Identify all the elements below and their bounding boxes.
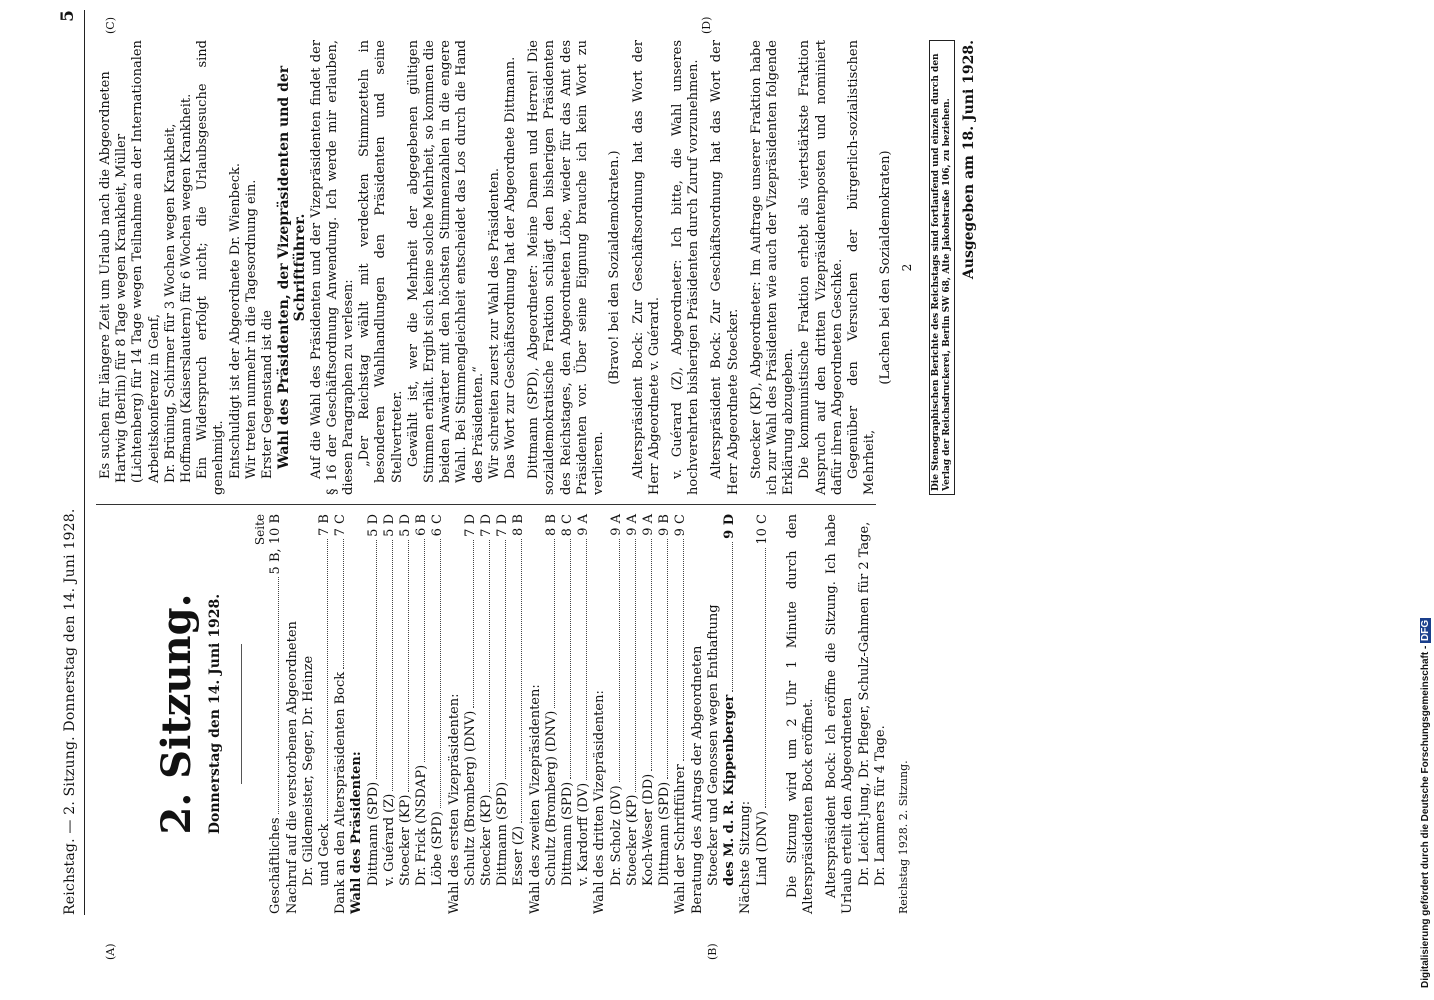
- toc-section-heading: Wahl des ersten Vizepräsidenten:: [446, 693, 462, 914]
- left-column: [95, 514, 912, 914]
- toc-row: Dittmann (SPD) 7 D: [495, 514, 511, 886]
- toc-row: Geschäftliches 5 B, 10 B: [268, 514, 284, 914]
- toc-row: v. Guérard (Z) 5 D: [381, 514, 397, 886]
- dfg-logo: DFG: [1420, 619, 1431, 641]
- speech-paragraph: Alterspräsident Bock: Zur Geschäftsordnung hat das Wort der Herr Abgeordnete Stoecker.: [709, 40, 741, 495]
- interjection: (Bravo! bei den Sozialdemokraten.): [607, 150, 623, 385]
- toc-row: Wahl der Schriftführer 9 C: [673, 514, 689, 914]
- toc-row: Schultz (Bromberg) (DNV) 7 D: [462, 514, 478, 886]
- paragraph: Wir treten nunmehr in die Tagesordnung ein.: [243, 179, 259, 479]
- toc-row: Dr. Frick (NSDAP) 6 B: [414, 514, 430, 886]
- toc-row: Dr. Scholz (DV) 9 A: [608, 514, 624, 886]
- leave-line: Dr. Lammers für 4 Tage.: [872, 725, 888, 886]
- paragraph: Auf die Wahl des Präsidenten und der Vizepräsidenten findet der § 16 der Geschäftsordnung Anwendung. Ich werde mir erlauben, diesen Paragraphen zu verlesen:: [308, 40, 357, 495]
- toc-row: Dittmann (SPD) 9 B: [657, 514, 673, 886]
- toc-section-heading: Wahl des Präsidenten:: [349, 751, 365, 914]
- issued-date: Ausgegeben am 18. Juni 1928.: [960, 40, 977, 280]
- margin-marker-d: (D): [700, 16, 713, 34]
- margin-marker-c: (C): [104, 17, 117, 34]
- speech-paragraph: v. Guérard (Z), Abgeordneter: Ich bitte, die Wahl unseres hochverehrten bisherigen Präsidenten durch Zuruf vorzunehmen.: [669, 40, 702, 495]
- page-footer: Reichstag 1928. 2. Sitzung.: [896, 760, 910, 914]
- paragraph: Entschuldigt ist der Abgeordnete Dr. Wienbeck.: [227, 163, 243, 479]
- toc-row: Beratung des Antrags der Abgeordneten: [689, 645, 705, 914]
- toc-row: Stoecker (KP) 9 A: [624, 514, 640, 886]
- publisher-stamp: Die Stenographischen Berichte des Reichstags sind fortlaufend und einzeln durch den Verlag der Reichsdruckerei, Berlin SW 68, Alte Jakobstraße 106, zu beziehen.: [929, 40, 955, 495]
- toc-row: Stoecker und Genossen wegen Enthaftung: [705, 604, 721, 886]
- toc-row: des M. d. R. Kippenberger 9 D: [722, 514, 738, 886]
- toc-row: Dittmann (SPD) 5 D: [365, 514, 381, 886]
- session-date: Donnerstag den 14. Juni 1928.: [207, 593, 223, 835]
- toc-row: und Geck 7 B: [317, 514, 333, 886]
- toc-row: Stoecker (KP) 7 D: [479, 514, 495, 886]
- margin-marker-a: (A): [104, 943, 117, 960]
- watermark-text: Digitalisierung gefördert durch die Deutsche Forschungsgemeinschaft -: [1420, 645, 1431, 988]
- toc-row: Stoecker (KP) 5 D: [398, 514, 414, 886]
- speech-paragraph: Alterspräsident Bock: Zur Geschäftsordnung hat das Wort der Herr Abgeordnete v. Guérard.: [630, 40, 662, 495]
- signature-number: 2: [899, 263, 914, 272]
- toc-section-heading: Nächste Sitzung:: [738, 800, 754, 914]
- toc-row: Koch-Weser (DD) 9 A: [641, 514, 657, 886]
- agenda-heading: Wahl des Präsidenten, der Vizepräsidenten und der Schriftführer.: [276, 65, 309, 470]
- margin-marker-b: (B): [706, 943, 719, 960]
- toc-section-heading: Wahl des zweiten Vizepräsidenten:: [527, 684, 543, 914]
- paragraph: Hartwig (Berlin) für 8 Tage wegen Krankheit, Müller (Lichtenberg) für 14 Tage wegen Teilnahme an der Internationalen Arbeitskonferenz in Genf,: [114, 40, 162, 483]
- dfg-watermark: [1418, 8, 1434, 988]
- right-column: [98, 40, 977, 495]
- speech-paragraph: Die kommunistische Fraktion erhebt als viertstärkste Fraktion Anspruch auf den dritten Vizepräsidentenposten und nominiert dafür ihren Abgeordneten Geschke.: [797, 40, 845, 495]
- paragraph: Ein Widerspruch erfolgt nicht; die Urlaubsgesuche sind genehmigt.: [195, 40, 227, 495]
- toc-row: Dittmann (SPD) 8 C: [560, 514, 576, 886]
- paragraph: Das Wort zur Geschäftsordnung hat der Abgeordnete Dittmann.: [503, 56, 519, 479]
- page-number: 5: [58, 10, 78, 22]
- toc-row: Schultz (Bromberg) (DNV) 8 B: [543, 514, 559, 886]
- leave-line: Dr. Leicht-Jung, Dr. Pfleger, Schulz-Gahmen für 2 Tage,: [856, 521, 872, 886]
- toc-row: Esser (Z) 8 B: [511, 514, 527, 886]
- paragraph: Hoffmann (Kaiserslautern) für 6 Wochen wegen Krankheit.: [179, 93, 195, 483]
- toc-row: v. Kardorff (DV) 9 A: [576, 514, 592, 886]
- leave-paragraph: Alterspräsident Bock: Ich eröffne die Sitzung. Ich habe Urlaub erteilt den Abgeordneten: [824, 514, 856, 914]
- paragraph: Es suchen für längere Zeit um Urlaub nach die Abgeordneten: [98, 71, 113, 479]
- toc-row: Nachruf auf die verstorbenen Abgeordneten: [284, 621, 300, 914]
- quoted-paragraph: Gewählt ist, wer die Mehrheit der abgegebenen gültigen Stimmen erhält. Ergibt sich keine solche Mehrheit, so kommen die beiden Anwärter mit den höchsten Stimmenzahlen in die engere Wahl. Bei Stimmengleichheit entscheidet das Los durch die Hand des Präsidenten.“: [405, 40, 486, 483]
- paragraph: Dr. Brüning, Schirmer für 3 Wochen wegen Krankheit,: [162, 123, 178, 483]
- title-rule: [241, 644, 242, 784]
- column-divider: [96, 504, 876, 505]
- paragraph: Wir schreiten zuerst zur Wahl des Präsidenten.: [486, 168, 502, 479]
- session-title: 2. Sitzung.: [153, 593, 200, 835]
- toc-row: Dank an den Alterspräsidenten Bock 7 C: [333, 514, 349, 914]
- running-title: Reichstag. — 2. Sitzung. Donnerstag den 14. Juni 1928.: [62, 508, 78, 915]
- toc-row: Lind (DNV) 10 C: [754, 514, 770, 886]
- toc-row: Dr. Gildemeister, Seger, Dr. Heinze: [300, 655, 316, 886]
- opening-paragraph: Die Sitzung wird um 2 Uhr 1 Minute durch den Alterspräsidenten Bock eröffnet.: [784, 514, 816, 914]
- running-header: [58, 10, 85, 915]
- toc-section-heading: Wahl des dritten Vizepräsidenten:: [592, 690, 608, 914]
- paragraph: Erster Gegenstand ist die: [260, 310, 276, 479]
- speech-paragraph: Stoecker (KP), Abgeordneter: Im Auftrage unserer Fraktion habe ich zur Wahl des Präsidenten wie auch der Vizepräsidenten folgende Erklärung abzugeben.: [748, 40, 797, 495]
- seite-label: Seite: [253, 514, 268, 546]
- toc-row: Löbe (SPD) 6 C: [430, 514, 446, 886]
- speech-paragraph: Gegenüber den Versuchen der bürgerlich-sozialistischen Mehrheit,: [845, 40, 878, 495]
- speech-paragraph: Dittmann (SPD), Abgeordneter: Meine Damen und Herren! Die sozialdemokratische Fraktion schlägt den bisherigen Präsidenten des Reichstages, den Abgeordneten Löbe, wieder für das Amt des Präsidenten vor. Über seine Eignung brauche ich kein Wort zu verlieren.: [526, 40, 607, 495]
- interjection: (Lachen bei den Sozialdemokraten): [878, 150, 894, 385]
- quoted-paragraph: „Der Reichstag wählt mit verdeckten Stimmzetteln in besonderen Wahlhandlungen den Präsidenten und seine Stellvertreter.: [357, 40, 405, 483]
